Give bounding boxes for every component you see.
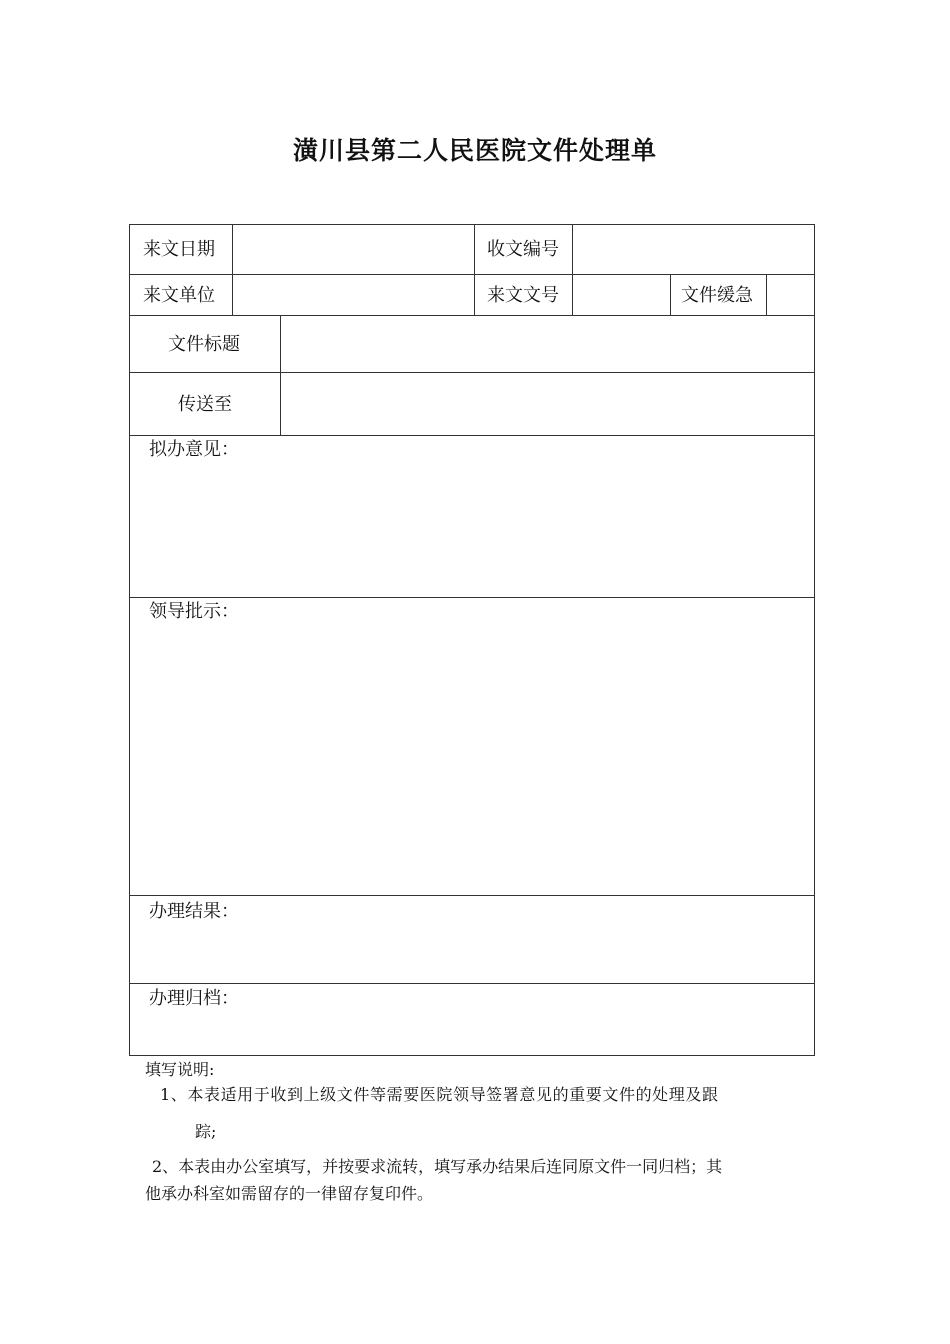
- note-item-1-line-1: 1、本表适用于收到上级文件等需要医院领导签署意见的重要文件的处理及跟: [160, 1085, 719, 1104]
- row-divider: [130, 895, 814, 896]
- receipt-number-label: 收文编号: [487, 239, 559, 260]
- urgency-label: 文件缓急: [681, 285, 753, 306]
- urgency-field[interactable]: [767, 275, 814, 315]
- note-item-2-line-1: 2、本表由办公室填写，并按要求流转，填写承办结果后连同原文件一同归档；其: [152, 1157, 723, 1176]
- row-divider: [130, 597, 814, 598]
- sender-unit-label: 来文单位: [143, 285, 215, 306]
- leader-instruction-label: 领导批示：: [149, 601, 239, 622]
- proposed-opinion-field[interactable]: [130, 465, 814, 597]
- sender-unit-field[interactable]: [233, 275, 474, 315]
- received-date-label: 来文日期: [143, 239, 215, 260]
- handling-result-label: 办理结果：: [149, 901, 239, 922]
- document-title: 潢川县第二人民医院文件处理单: [292, 136, 657, 165]
- processing-form-table: [129, 224, 815, 1056]
- column-divider: [670, 274, 671, 315]
- notes-heading: 填写说明:: [145, 1060, 215, 1079]
- handling-result-field[interactable]: [130, 927, 814, 983]
- archive-label: 办理归档：: [149, 988, 239, 1009]
- document-title-label: 文件标题: [168, 334, 240, 355]
- note-item-2-line-2: 他承办科室如需留存的一律留存复印件。: [145, 1184, 434, 1203]
- row-divider: [130, 983, 814, 984]
- received-date-field[interactable]: [233, 225, 474, 274]
- forward-to-label: 传送至: [178, 394, 232, 415]
- proposed-opinion-label: 拟办意见：: [149, 439, 239, 460]
- row-divider: [130, 435, 814, 436]
- note-item-1-line-2: 踪;: [195, 1122, 217, 1141]
- forward-to-field[interactable]: [281, 373, 814, 435]
- column-divider: [474, 225, 475, 315]
- leader-instruction-field[interactable]: [130, 627, 814, 895]
- archive-field[interactable]: [130, 1014, 814, 1055]
- document-title-field[interactable]: [281, 316, 814, 372]
- receipt-number-field[interactable]: [573, 225, 814, 274]
- document-number-label: 来文文号: [487, 285, 559, 306]
- document-number-field[interactable]: [573, 275, 670, 315]
